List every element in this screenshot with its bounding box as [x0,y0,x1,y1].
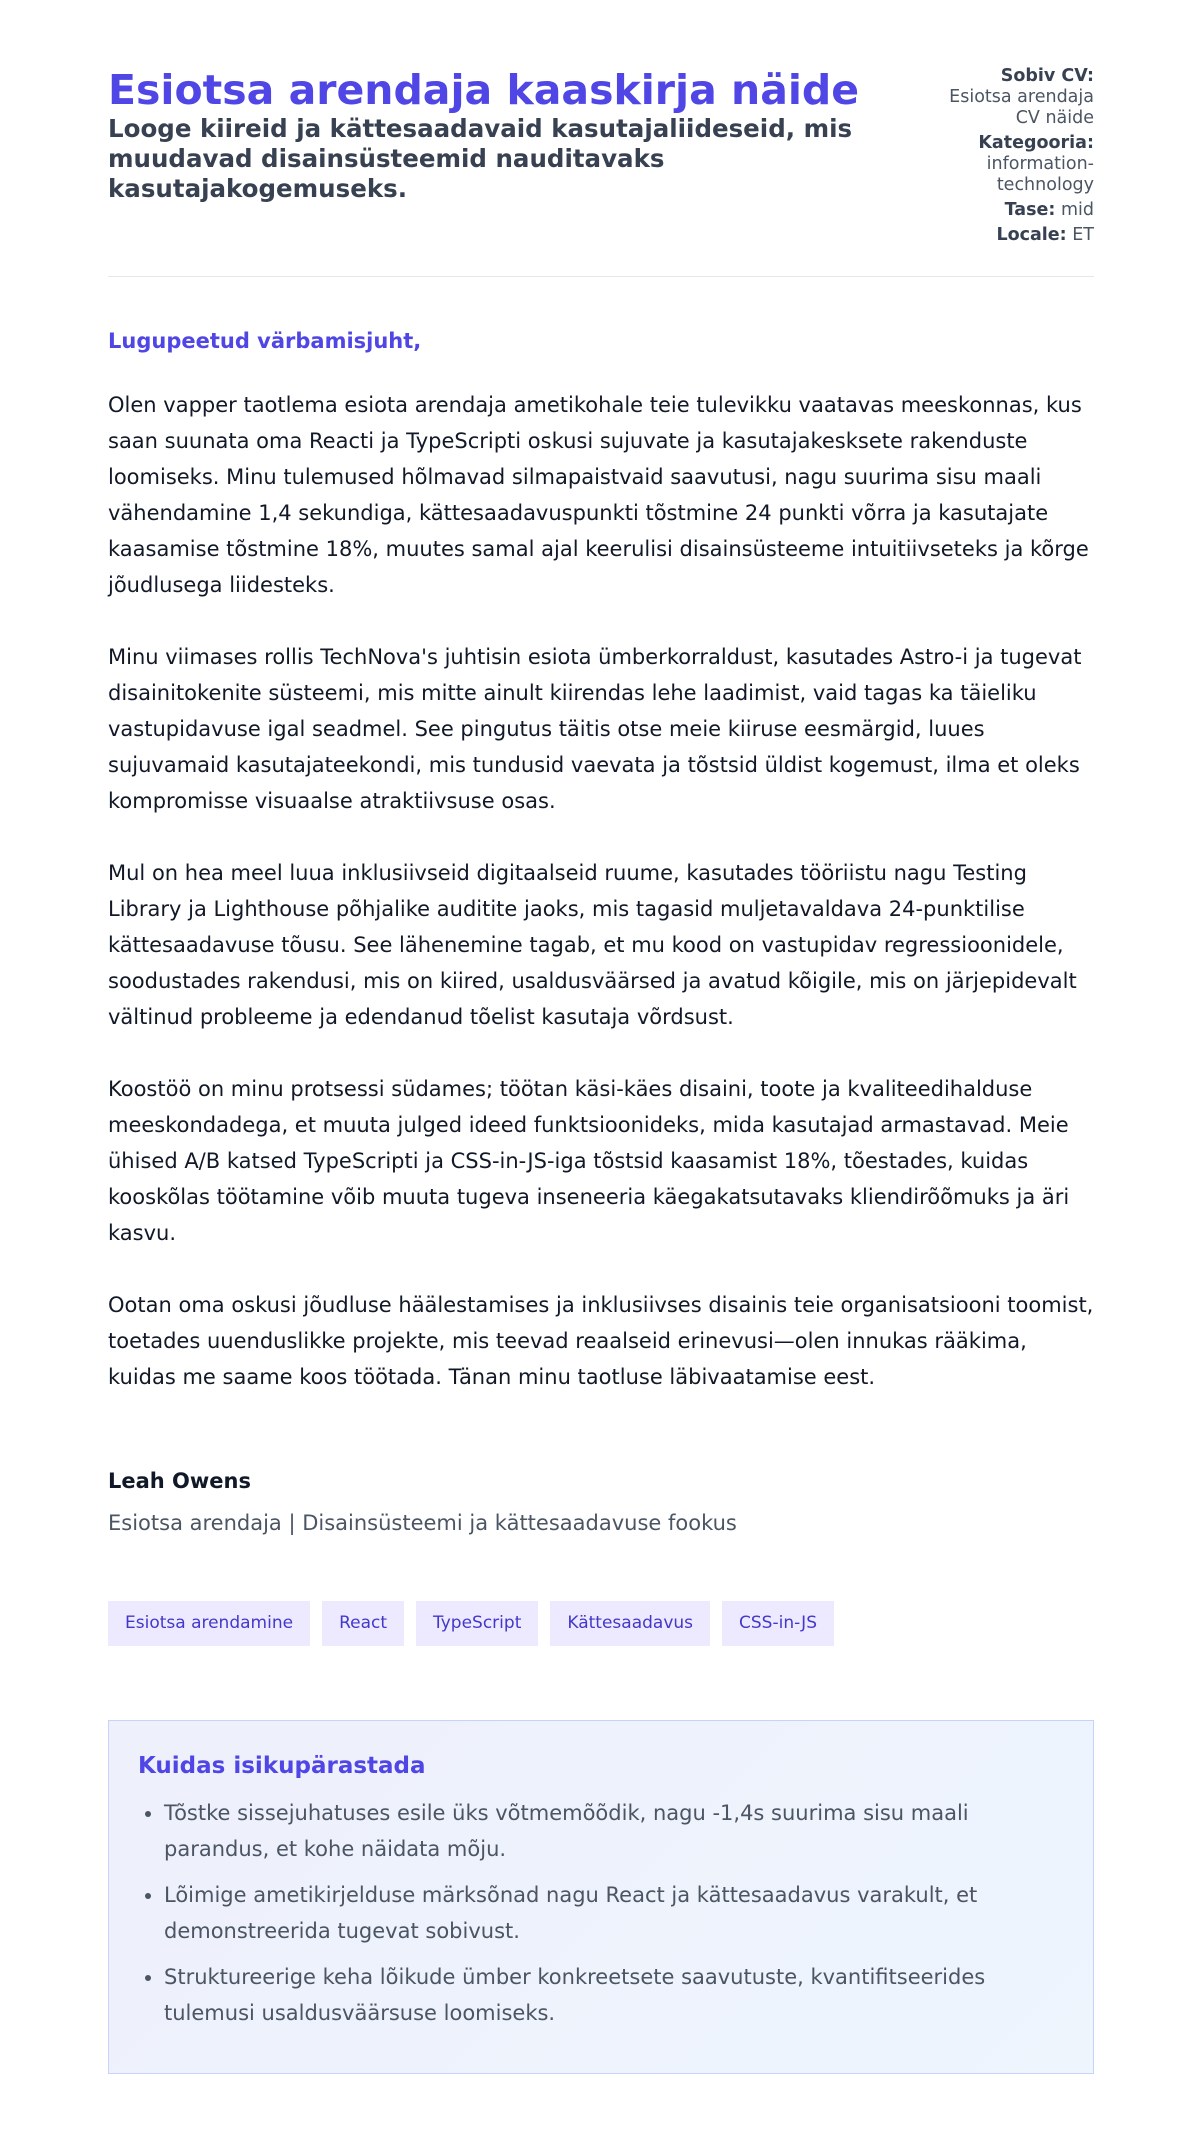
tag-list [108,1601,1094,1646]
tip-item: • Tõstke sissejuhatuses esile üks võtmemõõdik, nagu -1,4s suurima sisu maali parandus, et kohe näidata mõju. [164,1795,1063,1867]
tips-list [138,1795,1063,2031]
meta-info [934,66,1094,276]
paragraph: Minu viimases rollis TechNova's juhtisin esiota ümberkorraldust, kasutades Astro-i ja tugevat disainitokenite süsteemi, mis mitte ainult kiirendas lehe laadimist, vaid tagas ka täieliku vastupidavuse igal seadmel. See pingutus täitis otse meie kiiruse eesmärgid, luues sujuvamaid kasutajateekondi, mis tundusid vaevata ja tõstsid üldist kogemust, ilma et oleks kompromisse visuaalse atraktiivsuse osas. [108,645,1082,813]
tag: React [322,1601,404,1646]
signature-title: Esiotsa arendaja | Disainsüsteemi ja kättesaadavuse fookus [108,1511,737,1535]
page-title: Esiotsa arendaja kaaskirja näide [108,66,860,114]
paragraph: Olen vapper taotlema esiota arendaja ametikohale teie tulevikku vaatavas meeskonnas, kus saan suunata oma Reacti ja TypeScripti oskusi sujuvate ja kasutajakesksete rakenduste loomiseks. Minu tulemused hõlmavad silmapaistvaid saavutusi, nagu suurima sisu maali vähendamine 1,4 sekundiga, kättesaadavuspunkti tõstmine 24 punkti võrra ja kasutajate kaasamise tõstmine 18%, muutes samal ajal keerulisi disainsüsteeme intuitiivseteks ja kõrge jõudlusega liidesteks. [108,393,1089,597]
paragraph: Koostöö on minu protsessi südames; töötan käsi-käes disaini, toote ja kvaliteedihalduse meeskondadega, et muuta julged ideed funktsioonideks, mida kasutajad armastavad. Meie ühised A/B katsed TypeScripti ja CSS-in-JS-iga tõstsid kaasamist 18%, tõestades, kuidas kooskõlas töötamine võib muuta tugeva inseneeria käegakatsutavaks kliendirõõmuks ja äri kasvu. [108,1077,1070,1245]
page-subtitle: Looge kiireid ja kättesaadavaid kasutajaliideseid, mis muudavad disainsüsteemid nauditavaks kasutajakogemuseks. [108,114,853,203]
meta-locale: Locale: ET [996,225,1094,245]
letter-body [108,387,1094,1395]
signature-name: Leah Owens [108,1469,252,1493]
tips-title: Kuidas isikupärastada [138,1753,426,1779]
paragraph: Ootan oma oskusi jõudluse häälestamises ja inklusiivses disainis teie organisatsiooni toomist, toetades uuenduslikke projekte, mis teevad reaalseid erinevusi—olen innukas rääkima, kuidas me saame koos töötada. Tänan minu taotluse läbivaatamise eest. [108,1293,1094,1389]
tag: CSS-in-JS [722,1601,834,1646]
tip-item: • Lõimige ametikirjelduse märksõnad nagu React ja kättesaadavus varakult, et demonstreerida tugevat sobivust. [164,1877,1063,1949]
meta-matching-cv: Sobiv CV: Esiotsa arendaja CV näide [949,66,1094,128]
tag: Kättesaadavus [550,1601,710,1646]
meta-level: Tase: mid [1004,200,1094,220]
cover-letter-page [108,0,1094,2074]
paragraph: Mul on hea meel luua inklusiivseid digitaalseid ruume, kasutades tööriistu nagu Testing Library ja Lighthouse põhjalike auditite jaoks, mis tagasid muljetavaldava 24-punktilise kättesaadavuse tõusu. See lähenemine tagab, et mu kood on vastupidav regressioonidele, soodustades rakendusi, mis on kiired, usaldusväärsed ja avatud kõigile, mis on järjepidevalt vältinud probleeme ja edendanud tõelist kasutaja võrdsust. [108,861,1077,1029]
tip-item: • Struktureerige keha lõikude ümber konkreetsete saavutuste, kvantifitseerides tulemusi usaldusväärsuse loomiseks. [164,1959,1063,2031]
page-header [108,0,1094,277]
tag: Esiotsa arendamine [108,1601,310,1646]
meta-category: Kategooria: information-technology [978,133,1094,195]
personalization-tips [108,1720,1094,2074]
signature [108,1467,1094,1537]
salutation: Lugupeetud värbamisjuht, [108,329,422,353]
title-block [108,66,908,276]
tag: TypeScript [416,1601,538,1646]
